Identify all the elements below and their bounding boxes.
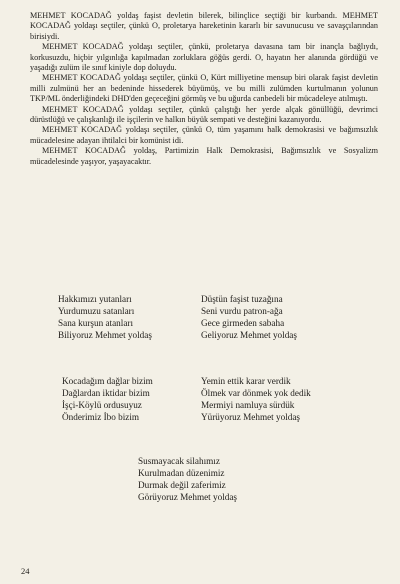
paragraph: MEHMET KOCADAĞ yoldaş, Partimizin Halk Demokrasisi, Bağımsızlık ve Sosyalizm mücadelesinde yaşıyor, yaşayacaktır.	[30, 146, 378, 166]
poem-stanza-2-right	[201, 375, 311, 423]
paragraph: MEHMET KOCADAĞ yoldaşı seçtiler, çünkü O, tüm yaşamını halk demokrasisi ve bağımsızlık mücadelesine adayan ihtilalci bir komünist idi.	[30, 125, 378, 145]
poem-line: İşçi-Köylü ordusuyuz	[62, 400, 142, 410]
poem-line: Geliyoruz Mehmet yoldaş	[201, 330, 297, 340]
poem-stanza-2-left	[62, 375, 153, 423]
poem-line: Gece girmeden sabaha	[201, 318, 285, 328]
poem-line: Yurdumuzu satanları	[58, 306, 135, 316]
poem-line: Yürüyoruz Mehmet yoldaş	[201, 412, 300, 422]
poem-line: Seni vurdu patron-ağa	[201, 306, 283, 316]
poem-line: Dağlardan iktidar bizim	[62, 388, 150, 398]
poem-line: Yemin ettik karar verdik	[201, 376, 291, 386]
poem-line: Mermiyi namluya sürdük	[201, 400, 295, 410]
poem-line: Durmak değil zaferimiz	[138, 480, 226, 490]
poem-line: Hakkımızı yutanları	[58, 294, 132, 304]
poem-line: Düştün faşist tuzağına	[201, 294, 283, 304]
poem-line: Biliyoruz Mehmet yoldaş	[58, 330, 152, 340]
poem-line: Kocadağım dağlar bizim	[62, 376, 153, 386]
poem-stanza-1-right	[201, 293, 297, 341]
poem-line: Görüyoruz Mehmet yoldaş	[138, 492, 237, 502]
poem-line: Önderimiz İbo bizim	[62, 412, 140, 422]
poem-line: Ölmek var dönmek yok dedik	[201, 388, 311, 398]
prose-section	[30, 11, 378, 167]
page-number: 24	[21, 566, 30, 576]
poem-line: Susmayacak silahımız	[138, 456, 220, 466]
paragraph: MEHMET KOCADAĞ yoldaşı seçtiler, çünkü O, Kürt milliyetine mensup biri olarak faşist devletin milli zulmünü her an bedeninde hissederek büyümüş, ve bu milli zulümden kurtulmanın yolunun TKP/ML önderliğindeki DHD'den geçeceğini görmüş ve bu uğurda canbedeli bir mücadeleye atılmıştı.	[30, 73, 378, 104]
paragraph: MEHMET KOCADAĞ yoldaşı seçtiler, çünkü çalıştığı her yerde alçak gönüllüğü, devrimci dürüstlüğü ve çalışkanlığı ile işçilerin ve halkın büyük sempati ve desteğini kazanıyordu.	[30, 104, 378, 125]
poem-line: Kurulmadan düzenimiz	[138, 468, 225, 478]
paragraph: MEHMET KOCADAĞ yoldaşı seçtiler, çünkü, proletarya davasına tam bir inançla bağlıydı, korkusuzdu, hiçbir yılgınlığa kapılmadan zorluklara göğüs gerdi. O, hayatın her alanında gördüğü ve yaşadığı zulüm ile sınıf kiniyle dop doluydu.	[30, 42, 378, 73]
poem-line: Sana kurşun atanları	[58, 318, 134, 328]
poem-stanza-1-left	[58, 293, 152, 341]
poem-stanza-3	[138, 455, 237, 503]
paragraph: MEHMET KOCADAĞ yoldaş faşist devletin bilerek, bilinçlice seçtiği bir kurbandı. MEHMET KOCADAĞ yoldaşı seçtiler, çünkü O, proletarya hareketinin kararlı bir savunucusu ve savaşçılarından birisiydi.	[30, 11, 378, 41]
